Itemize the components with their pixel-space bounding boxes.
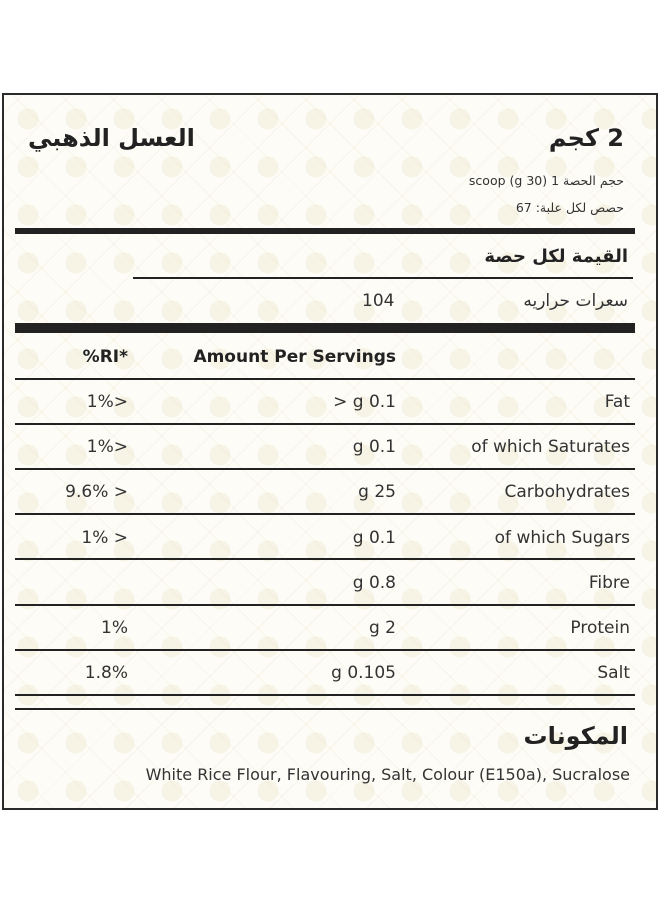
per-serving-title: القيمة لكل حصة (484, 246, 628, 267)
row-fat-ri: 1%> (86, 392, 128, 412)
row-rule (15, 694, 635, 696)
calories-value: 104 (362, 291, 395, 311)
ingredients-text: White Rice Flour, Flavouring, Salt, Colour (E150a), Sucralose (145, 765, 630, 784)
row-rule (15, 649, 635, 651)
servings-per-pack: حصص لكل علبة: 67 (515, 200, 624, 215)
row-salt-ri: 1.8% (84, 663, 128, 683)
row-carbohydrates-ri: 9.6% > (65, 482, 128, 502)
thick-divider-top (15, 228, 635, 234)
row-carbohydrates-amount: g 25 (358, 482, 396, 502)
thick-divider-middle (15, 323, 635, 333)
row-salt-name: Salt (597, 663, 630, 683)
row-saturates-ri: 1%> (86, 437, 128, 457)
row-rule (15, 513, 635, 515)
ingredients-title: المكونات (523, 722, 628, 750)
row-fat-name: Fat (604, 392, 630, 412)
col-ri-header: %RI* (82, 347, 128, 367)
row-protein-name: Protein (570, 618, 630, 638)
row-saturates-name: of which Saturates (471, 437, 630, 457)
row-rule (15, 604, 635, 606)
row-fat-amount: > g 0.1 (333, 392, 396, 412)
col-amount-header: Amount Per Servings (193, 347, 396, 367)
calories-label: سعرات حراريه (523, 291, 628, 311)
row-sugars-name: of which Sugars (494, 528, 630, 548)
row-fibre-amount: g 0.8 (352, 573, 396, 593)
row-salt-amount: g 0.105 (331, 663, 396, 683)
serving-size: حجم الحصة 1 (30 g) scoop (468, 173, 624, 188)
package-size: 2 كجم (548, 124, 624, 152)
row-rule (15, 558, 635, 560)
row-fibre-name: Fibre (588, 573, 630, 593)
table-header-rule (15, 378, 635, 380)
row-protein-ri: 1% (101, 618, 128, 638)
row-rule (15, 468, 635, 470)
row-sugars-ri: 1% > (81, 528, 128, 548)
product-name: العسل الذهبي (28, 124, 195, 152)
row-saturates-amount: g 0.1 (352, 437, 396, 457)
row-rule (15, 423, 635, 425)
row-carbohydrates-name: Carbohydrates (504, 482, 630, 502)
row-protein-amount: g 2 (368, 618, 396, 638)
per-serving-rule (133, 277, 633, 279)
row-sugars-amount: g 0.1 (352, 528, 396, 548)
double-rule (15, 708, 635, 710)
